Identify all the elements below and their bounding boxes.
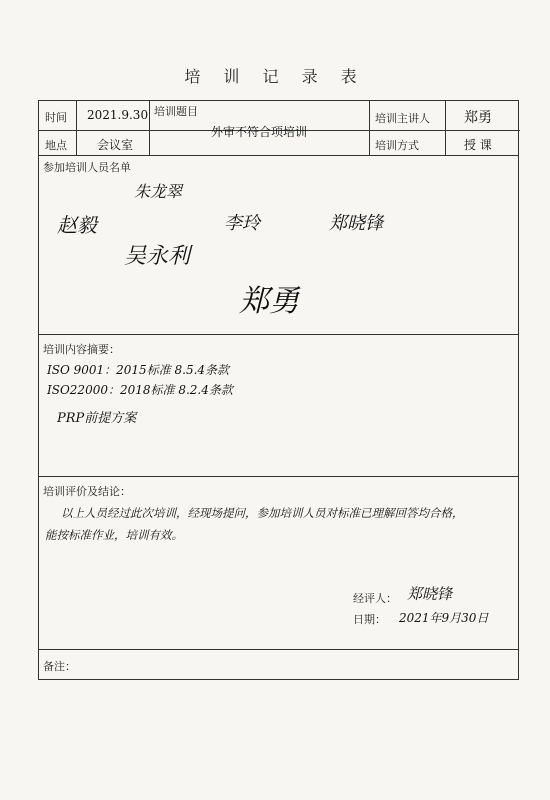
reviewer-label: 经评人：: [353, 592, 397, 605]
evaluation-line: 能按标准作业，培训有效。: [45, 528, 183, 542]
col-divider: [445, 101, 446, 155]
location-label: 地点: [45, 139, 67, 152]
row-divider: [39, 476, 518, 477]
time-value: 2021.9.30: [87, 108, 149, 122]
row-divider: [39, 649, 518, 650]
reviewer-signature: 郑晓锋: [407, 585, 453, 603]
review-date: 2021年9月30日: [399, 611, 489, 625]
date-label: 日期：: [353, 613, 386, 626]
form-title: 培 训 记 录 表: [184, 67, 366, 86]
participant-signature: 吴永利: [124, 244, 191, 269]
content-line: PRP前提方案: [57, 411, 137, 426]
participant-signature: 郑晓锋: [329, 213, 383, 234]
col-divider: [76, 101, 77, 155]
row-divider: [39, 334, 518, 335]
content-line: ISO 9001：2015标准 8.5.4条款: [47, 363, 230, 377]
content-label: 培训内容摘要：: [43, 343, 120, 356]
method-label: 培训方式: [375, 139, 419, 152]
content-line: ISO22000：2018标准 8.2.4条款: [47, 383, 233, 397]
col-divider: [149, 101, 150, 155]
lecturer-value: 郑勇: [464, 110, 492, 126]
location-value: 会议室: [97, 138, 134, 152]
lecturer-label: 培训主讲人: [375, 112, 430, 125]
remarks-label: 备注：: [43, 660, 76, 673]
topic-label: 培训题目: [154, 105, 198, 118]
method-value: 授 课: [464, 138, 492, 152]
col-divider: [369, 101, 370, 155]
evaluation-line: 以上人员经过此次培训，经现场提问，参加培训人员对标准已理解回答均合格，: [61, 506, 464, 520]
participant-signature: 郑勇: [239, 284, 299, 319]
time-label: 时间: [45, 111, 67, 124]
row-divider: [39, 155, 518, 156]
participants-label: 参加培训人员名单: [43, 161, 131, 174]
participant-signature: 赵毅: [57, 213, 97, 237]
topic-value: 外审不符合项培训: [211, 125, 308, 139]
participant-signature: 李玲: [224, 213, 260, 234]
training-record-form: [38, 100, 519, 680]
evaluation-label: 培训评价及结论：: [43, 485, 131, 498]
participant-signature: 朱龙翠: [134, 182, 183, 201]
